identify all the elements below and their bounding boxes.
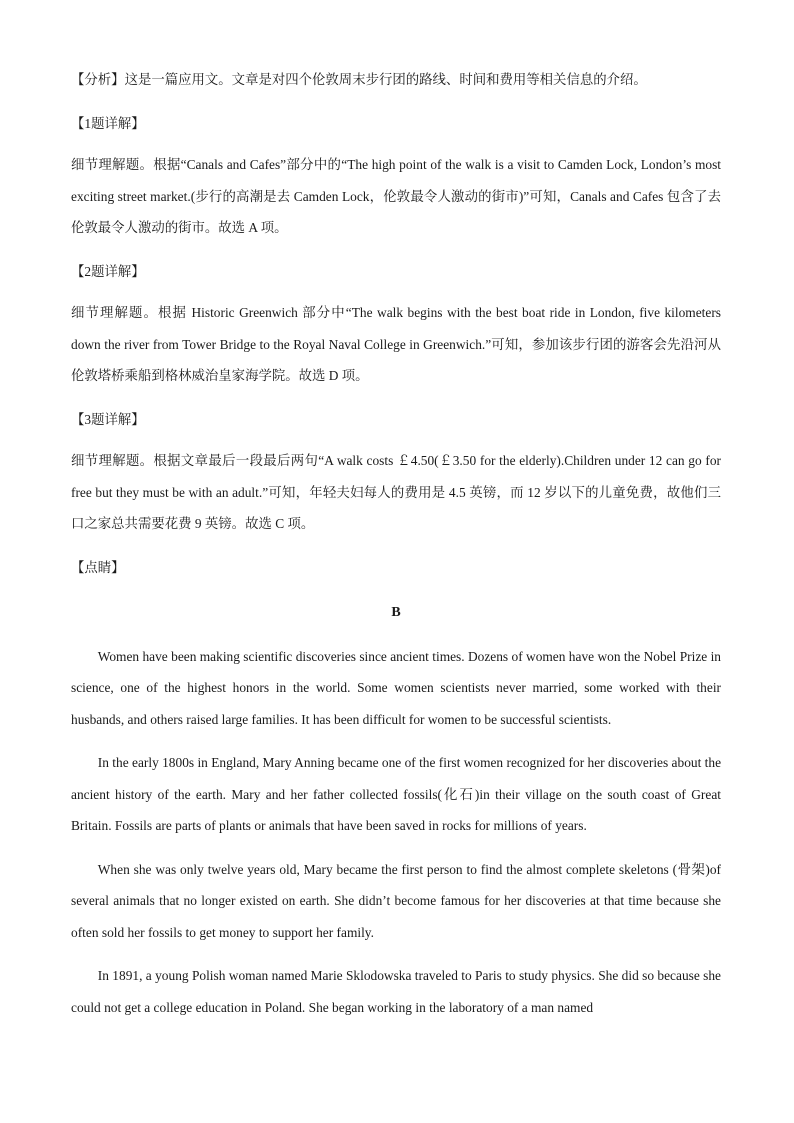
- comment-label: 【点睛】: [71, 559, 125, 575]
- q2-explanation: 细节理解题。根据 Historic Greenwich 部分中“The walk begins with the best boat ride in London, five kilometers down the river from Tower Bridge to the Royal Naval College in Greenwich.”可知，参加该步行团的游客会先沿河从伦敦塔桥乘船到格林威治皇家海学院。故选 D 项。: [71, 305, 721, 383]
- passage-paragraph-1: Women have been making scientific discoveries since ancient times. Dozens of women have won the Nobel Prize in science, one of the highest honors in the world. Some women scientists never married, some worked with their husbands, and others raised large families. It has been difficult for women to be successful scientists.: [71, 648, 721, 727]
- q3-label: 【3题详解】: [71, 411, 145, 427]
- passage-paragraph-4: In 1891, a young Polish woman named Marie Sklodowska traveled to Paris to study physics. She did so because she could not get a college education in Poland. She began working in the laboratory of a man named: [71, 968, 721, 1015]
- q3-explanation: 细节理解题。根据文章最后一段最后两句“A walk costs ￡4.50(￡3.50 for the elderly).Children under 12 can go for free but they must be with an adult.”可知，年轻夫妇每人的费用是 4.5 英镑，而 12 岁以下的儿童免费，故他们三口之家总共需要花费 9 英镑。故选 C 项。: [71, 453, 721, 531]
- analysis-paragraph: [71, 64, 721, 96]
- passage-paragraph-2: In the early 1800s in England, Mary Anning became one of the first women recognized for her discoveries about the ancient history of the earth. Mary and her father collected fossils(化石)in their village on the south coast of Great Britain. Fossils are parts of plants or animals that have been saved in rocks for millions of years.: [71, 755, 722, 833]
- section-b-title: B: [391, 605, 401, 620]
- q1-explanation: 细节理解题。根据“Canals and Cafes”部分中的“The high point of the walk is a visit to Camden Lock, London’s most exciting street market.(步行的高潮是去 Camden Lock，伦敦最令人激动的街市)”可知，Canals and Cafes 包含了去伦敦最令人激动的街市。故选 A 项。: [71, 157, 721, 235]
- analysis-text: 这是一篇应用文。文章是对四个伦敦周末步行团的路线、时间和费用等相关信息的介绍。: [124, 72, 647, 87]
- passage-paragraph-3: When she was only twelve years old, Mary became the first person to find the almost complete skeletons (骨架)of several animals that no longer existed on earth. She didn’t become famous for her discoveries at that time because she often sold her fossils to get money to support her family.: [71, 861, 721, 940]
- q2-label: 【2题详解】: [71, 263, 145, 279]
- analysis-label: 【分析】: [71, 72, 125, 87]
- document-page: [71, 64, 721, 1035]
- q1-label: 【1题详解】: [71, 115, 145, 131]
